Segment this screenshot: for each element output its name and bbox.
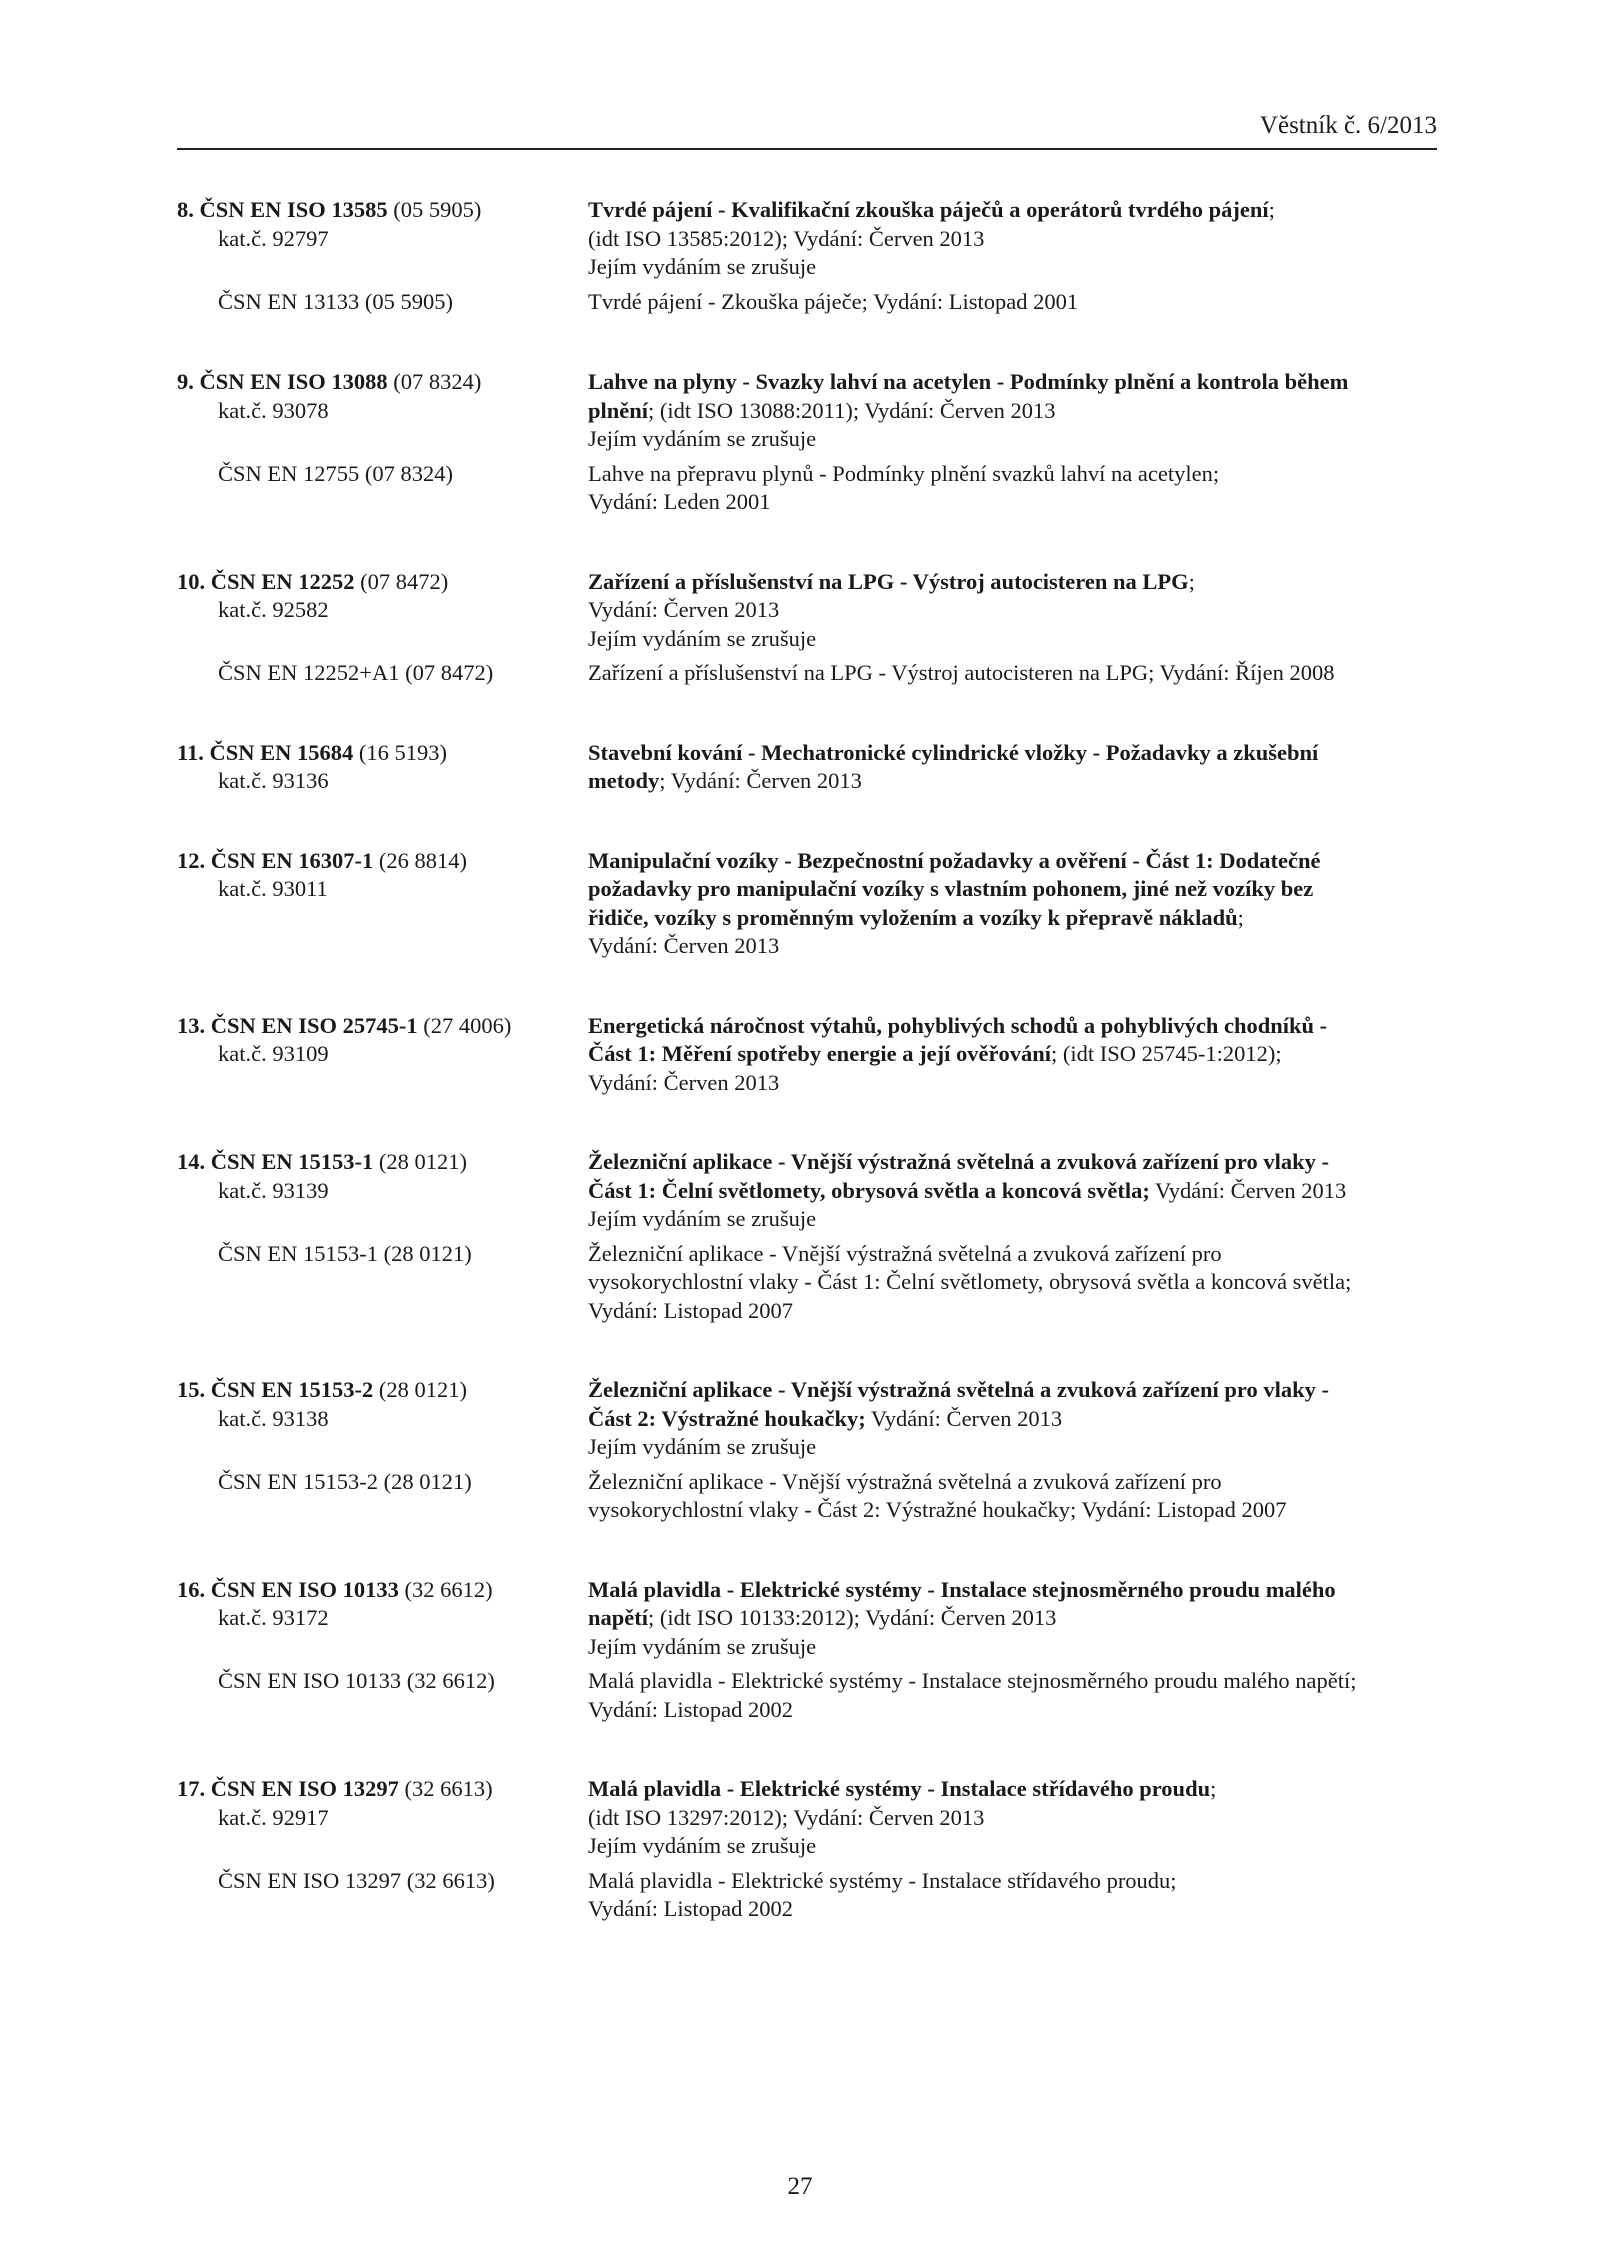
replaced-standard: ČSN EN 15153-2 (28 0121): [218, 1468, 472, 1494]
page-header: [177, 112, 1437, 150]
edition-info: Jejím vydáním se zrušuje: [588, 1434, 817, 1459]
standards-list: [177, 196, 1437, 1924]
replaced-standard-title: Malá plavidla - Elektrické systémy - Instalace stejnosměrného proudu malého napětí;: [588, 1668, 1357, 1693]
edition-info: Jejím vydáním se zrušuje: [588, 254, 817, 279]
title-bold: Tvrdé pájení - Kvalifikační zkouška páječů a operátorů tvrdého pájení: [588, 197, 1269, 222]
standard-code: ČSN EN ISO 13297: [210, 1776, 399, 1801]
edition-info: ; (idt ISO 25745-1:2012);: [1051, 1041, 1282, 1066]
replaced-standard-title: Tvrdé pájení - Zkouška páječe; Vydání: Listopad 2001: [588, 288, 1079, 314]
edition-info: Jejím vydáním se zrušuje: [588, 1833, 817, 1858]
standard-title: [588, 1576, 1437, 1605]
classification-code: (32 6613): [398, 1776, 493, 1801]
standard-designation: [177, 739, 588, 768]
edition-info: Vydání: Červen 2013: [865, 1405, 1063, 1431]
standard-code: ČSN EN 15153-1: [210, 1149, 374, 1174]
replaced-standard-title: Vydání: Listopad 2002: [588, 1696, 793, 1722]
title-rest: ;: [1268, 197, 1275, 222]
standard-designation: [177, 196, 588, 225]
edition-info: ;: [1237, 904, 1244, 930]
title-bold-line: Část 1: Měření spotřeby energie a její ověřování: [588, 1041, 1051, 1066]
catalog-number: kat.č. 93011: [218, 876, 328, 901]
replaced-standard: ČSN EN 12252+A1 (07 8472): [218, 660, 494, 685]
catalog-number: kat.č. 93172: [218, 1605, 329, 1630]
standard-code: ČSN EN 15153-2: [210, 1377, 374, 1402]
replaced-standard: ČSN EN 13133 (05 5905): [218, 288, 453, 314]
edition-info: ; (idt ISO 13088:2011); Vydání: Červen 2013: [648, 397, 1056, 423]
classification-code: (27 4006): [417, 1012, 512, 1038]
standard-title: [588, 196, 1437, 225]
classification-code: (28 0121): [373, 1149, 468, 1174]
replaced-standard-title: Vydání: Leden 2001: [588, 489, 771, 514]
edition-info: ; Vydání: Červen 2013: [659, 768, 862, 793]
edition-info: (idt ISO 13297:2012); Vydání: Červen 2013: [588, 1804, 985, 1830]
standard-entry: [177, 196, 1437, 316]
standard-title: [588, 1012, 1437, 1041]
standard-title: [588, 739, 1437, 768]
edition-info: Vydání: Červen 2013: [588, 933, 780, 958]
edition-info: Jejím vydáním se zrušuje: [588, 1633, 817, 1659]
standard-title: [588, 847, 1437, 876]
replaced-standard-title: vysokorychlostní vlaky - Část 1: Čelní světlomety, obrysová světla a koncová světla;: [588, 1269, 1352, 1294]
standard-code: ČSN EN ISO 13088: [199, 369, 388, 394]
title-rest: ;: [1188, 568, 1195, 594]
replaced-standard-title: Zařízení a příslušenství na LPG - Výstroj autocisteren na LPG; Vydání: Říjen 2008: [588, 660, 1335, 685]
replaced-standard-title: Malá plavidla - Elektrické systémy - Instalace střídavého proudu;: [588, 1867, 1177, 1893]
standard-designation: [177, 847, 588, 876]
title-bold: Malá plavidla - Elektrické systémy - Instalace střídavého proudu: [588, 1776, 1211, 1801]
catalog-number: kat.č. 93136: [218, 768, 329, 793]
entry-number: 14.: [177, 1149, 206, 1174]
standard-code: ČSN EN 15684: [209, 739, 354, 765]
title-rest: ;: [1210, 1776, 1217, 1801]
catalog-number: kat.č. 92797: [218, 225, 329, 251]
standard-entry: [177, 1148, 1437, 1325]
title-bold-line: Část 1: Čelní světlomety, obrysová světla a koncová světla;: [588, 1177, 1150, 1203]
title-bold-line: napětí: [588, 1605, 649, 1630]
title-bold-line: Část 2: Výstražné houkačky;: [588, 1405, 866, 1431]
page-number: 27: [787, 2173, 813, 2200]
edition-info: Vydání: Červen 2013: [588, 597, 780, 622]
standard-designation: [177, 368, 588, 397]
entry-number: 11.: [177, 739, 204, 765]
edition-info: Jejím vydáním se zrušuje: [588, 625, 817, 651]
replaced-standard-title: Vydání: Listopad 2002: [588, 1896, 793, 1921]
standard-code: ČSN EN ISO 13585: [199, 197, 388, 222]
standard-code: ČSN EN 16307-1: [210, 847, 374, 873]
edition-info: Vydání: Červen 2013: [1149, 1177, 1347, 1203]
title-bold: Železniční aplikace - Vnější výstražná světelná a zvuková zařízení pro vlaky -: [588, 1149, 1329, 1174]
entry-number: 15.: [177, 1377, 206, 1402]
standard-title: [588, 1376, 1437, 1405]
catalog-number: kat.č. 92917: [218, 1804, 329, 1830]
standard-designation: [177, 1376, 588, 1405]
entry-number: 9.: [177, 369, 194, 394]
standard-designation: [177, 1012, 588, 1041]
standard-title: [588, 568, 1437, 597]
standard-entry: [177, 739, 1437, 796]
standard-entry: [177, 1576, 1437, 1725]
title-bold: Energetická náročnost výtahů, pohyblivých schodů a pohyblivých chodníků -: [588, 1012, 1328, 1038]
classification-code: (07 8324): [387, 369, 482, 394]
standard-designation: [177, 568, 588, 597]
catalog-number: kat.č. 93078: [218, 397, 329, 423]
entry-number: 17.: [177, 1776, 206, 1801]
standard-title: [588, 1775, 1437, 1804]
entry-number: 8.: [177, 197, 194, 222]
replaced-standard-title: Železniční aplikace - Vnější výstražná světelná a zvuková zařízení pro: [588, 1240, 1222, 1266]
standard-entry: [177, 1775, 1437, 1924]
standard-entry: [177, 1012, 1437, 1098]
catalog-number: kat.č. 92582: [218, 597, 329, 622]
entry-number: 10.: [177, 568, 206, 594]
classification-code: (28 0121): [373, 1377, 468, 1402]
entry-number: 12.: [177, 847, 206, 873]
replaced-standard-title: Lahve na přepravu plynů - Podmínky plnění svazků lahví na acetylen;: [588, 460, 1220, 486]
title-bold: Stavební kování - Mechatronické cylindrické vložky - Požadavky a zkušební: [588, 739, 1319, 765]
replaced-standard-title: Vydání: Listopad 2007: [588, 1297, 793, 1323]
replaced-standard: ČSN EN ISO 10133 (32 6612): [218, 1668, 495, 1693]
edition-info: (idt ISO 13585:2012); Vydání: Červen 2013: [588, 225, 985, 251]
standard-code: ČSN EN ISO 25745-1: [210, 1012, 418, 1038]
title-bold: Železniční aplikace - Vnější výstražná světelná a zvuková zařízení pro vlaky -: [588, 1377, 1329, 1402]
bulletin-title: Věstník č. 6/2013: [1259, 112, 1437, 139]
title-bold: Manipulační vozíky - Bezpečnostní požadavky a ověření - Část 1: Dodatečné: [588, 847, 1321, 873]
classification-code: (16 5193): [353, 739, 448, 765]
title-bold: Zařízení a příslušenství na LPG - Výstroj autocisteren na LPG: [588, 568, 1189, 594]
entry-number: 13.: [177, 1012, 206, 1038]
replaced-standard: ČSN EN ISO 13297 (32 6613): [218, 1867, 495, 1893]
standard-code: ČSN EN ISO 10133: [210, 1576, 399, 1602]
title-bold-line: metody: [588, 768, 660, 793]
replaced-standard: ČSN EN 15153-1 (28 0121): [218, 1240, 472, 1266]
replaced-standard-title: vysokorychlostní vlaky - Část 2: Výstražné houkačky; Vydání: Listopad 2007: [588, 1497, 1287, 1522]
title-bold-line: plnění: [588, 397, 649, 423]
entry-number: 16.: [177, 1576, 206, 1602]
title-bold-line: požadavky pro manipulační vozíky s vlastním pohonem, jiné než vozíky bez: [588, 876, 1314, 901]
standard-entry: [177, 368, 1437, 517]
title-bold-line: řidiče, vozíky s proměnným vyložením a vozíky k přepravě nákladů: [588, 904, 1238, 930]
title-bold: Lahve na plyny - Svazky lahví na acetylen - Podmínky plnění a kontrola během: [588, 369, 1349, 394]
catalog-number: kat.č. 93139: [218, 1177, 329, 1203]
replaced-standard-title: Železniční aplikace - Vnější výstražná světelná a zvuková zařízení pro: [588, 1468, 1222, 1494]
title-bold: Malá plavidla - Elektrické systémy - Instalace stejnosměrného proudu malého: [588, 1576, 1336, 1602]
classification-code: (32 6612): [398, 1576, 493, 1602]
edition-info: ; (idt ISO 10133:2012); Vydání: Červen 2013: [648, 1605, 1057, 1630]
standard-title: [588, 1148, 1437, 1177]
standard-code: ČSN EN 12252: [210, 568, 355, 594]
standard-designation: [177, 1775, 588, 1804]
standard-designation: [177, 1148, 588, 1177]
classification-code: (05 5905): [387, 197, 482, 222]
catalog-number: kat.č. 93138: [218, 1405, 329, 1431]
standard-entry: [177, 568, 1437, 688]
classification-code: (07 8472): [354, 568, 449, 594]
standard-title: [588, 368, 1437, 397]
standard-entry: [177, 847, 1437, 961]
edition-info: Jejím vydáním se zrušuje: [588, 1206, 817, 1231]
standard-designation: [177, 1576, 588, 1605]
standard-entry: [177, 1376, 1437, 1525]
replaced-standard: ČSN EN 12755 (07 8324): [218, 460, 453, 486]
catalog-number: kat.č. 93109: [218, 1041, 329, 1066]
edition-info: Jejím vydáním se zrušuje: [588, 426, 817, 451]
edition-info: Vydání: Červen 2013: [588, 1069, 780, 1095]
classification-code: (26 8814): [373, 847, 468, 873]
